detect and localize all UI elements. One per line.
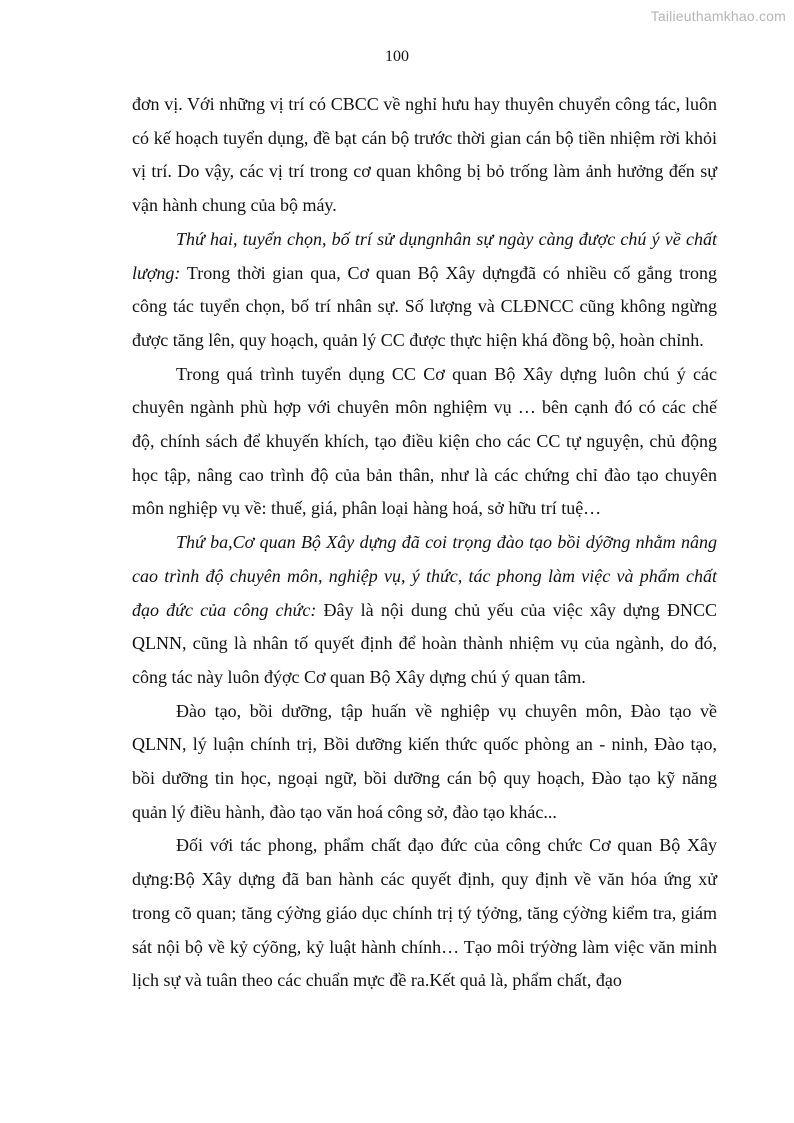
paragraph-text: Đối với tác phong, phẩm chất đạo đức của công chức Cơ quan Bộ Xây dựng:Bộ Xây dựng đã ban hành các quyết định, quy định về văn hóa ứng xử trong cõ quan; tăng cýờng giáo dục chính trị tý týởng, tăng cýờng kiểm tra, giám sát nội bộ về kỷ cýõng, kỷ luật hành chính… Tạo môi trýờng làm việc văn minh lịch sự và tuân theo các chuẩn mực đề ra.Kết quả là, phẩm chất, đạo (132, 835, 717, 991)
watermark: Tailieuthamkhao.com (650, 8, 786, 24)
paragraph-text: đơn vị. Với những vị trí có CBCC về nghỉ hưu hay thuyên chuyển công tác, luôn có kế hoạch tuyển dụng, đề bạt cán bộ trước thời gian cán bộ tiền nhiệm rời khỏi vị trí. Do vậy, các vị trí trong cơ quan không bị bỏ trống làm ảnh hưởng đến sự vận hành chung của bộ máy. (132, 94, 717, 216)
paragraph (132, 526, 717, 695)
paragraph-lead: Thứ hai, tuyển chọn, bố trí sử dụngnhân sự ngày càng được chú ý về chất lượng: (132, 228, 717, 283)
paragraph (132, 829, 717, 998)
paragraph (132, 223, 717, 358)
paragraph (132, 88, 717, 223)
paragraph-lead: Thứ ba,Cơ quan Bộ Xây dựng đã coi trọng đào tạo bồi dýỡng nhằm nâng cao trình độ chuyên môn, nghiệp vụ, ý thức, tác phong làm việc và phẩm chất đạo đức của công chức: (132, 532, 717, 620)
paragraph-text: Đây là nội dung chủ yếu của việc xây dựng ĐNCC QLNN, cũng là nhân tố quyết định để hoàn thành nhiệm vụ của ngành, do đó, công tác này luôn đýợc Cơ quan Bộ Xây dựng chú ý quan tâm. (132, 599, 718, 687)
page-number: 100 (385, 48, 409, 65)
paragraph (132, 358, 717, 527)
paragraph-text: Đào tạo, bồi dưỡng, tập huấn về nghiệp vụ chuyên môn, Đào tạo về QLNN, lý luận chính trị, Bồi dưỡng kiến thức quốc phòng an - ninh, Đào tạo, bồi dưỡng tin học, ngoại ngữ, bồi dưỡng cán bộ quy hoạch, Đào tạo kỹ năng quản lý điều hành, đào tạo văn hoá công sở, đào tạo khác... (132, 700, 717, 822)
paragraph (132, 695, 717, 830)
paragraph-text: Trong quá trình tuyển dụng CC Cơ quan Bộ Xây dựng luôn chú ý các chuyên ngành phù hợp với chuyên môn nghiệm vụ … bên cạnh đó có các chế độ, chính sách để khuyến khích, tạo điều kiện cho các CC tự nguyện, chủ động học tập, nâng cao trình độ của bản thân, như là các chứng chỉ đào tạo chuyên môn nghiệp vụ về: thuế, giá, phân loại hàng hoá, sở hữu trí tuệ… (132, 363, 717, 519)
document-body (132, 88, 717, 998)
paragraph-text: Trong thời gian qua, Cơ quan Bộ Xây dựngđã có nhiều cố gắng trong công tác tuyển chọn, bố trí nhân sự. Số lượng và CLĐNCC cũng không ngừng được tăng lên, quy hoạch, quản lý CC được thực hiện khá đồng bộ, hoàn chỉnh. (132, 262, 717, 350)
